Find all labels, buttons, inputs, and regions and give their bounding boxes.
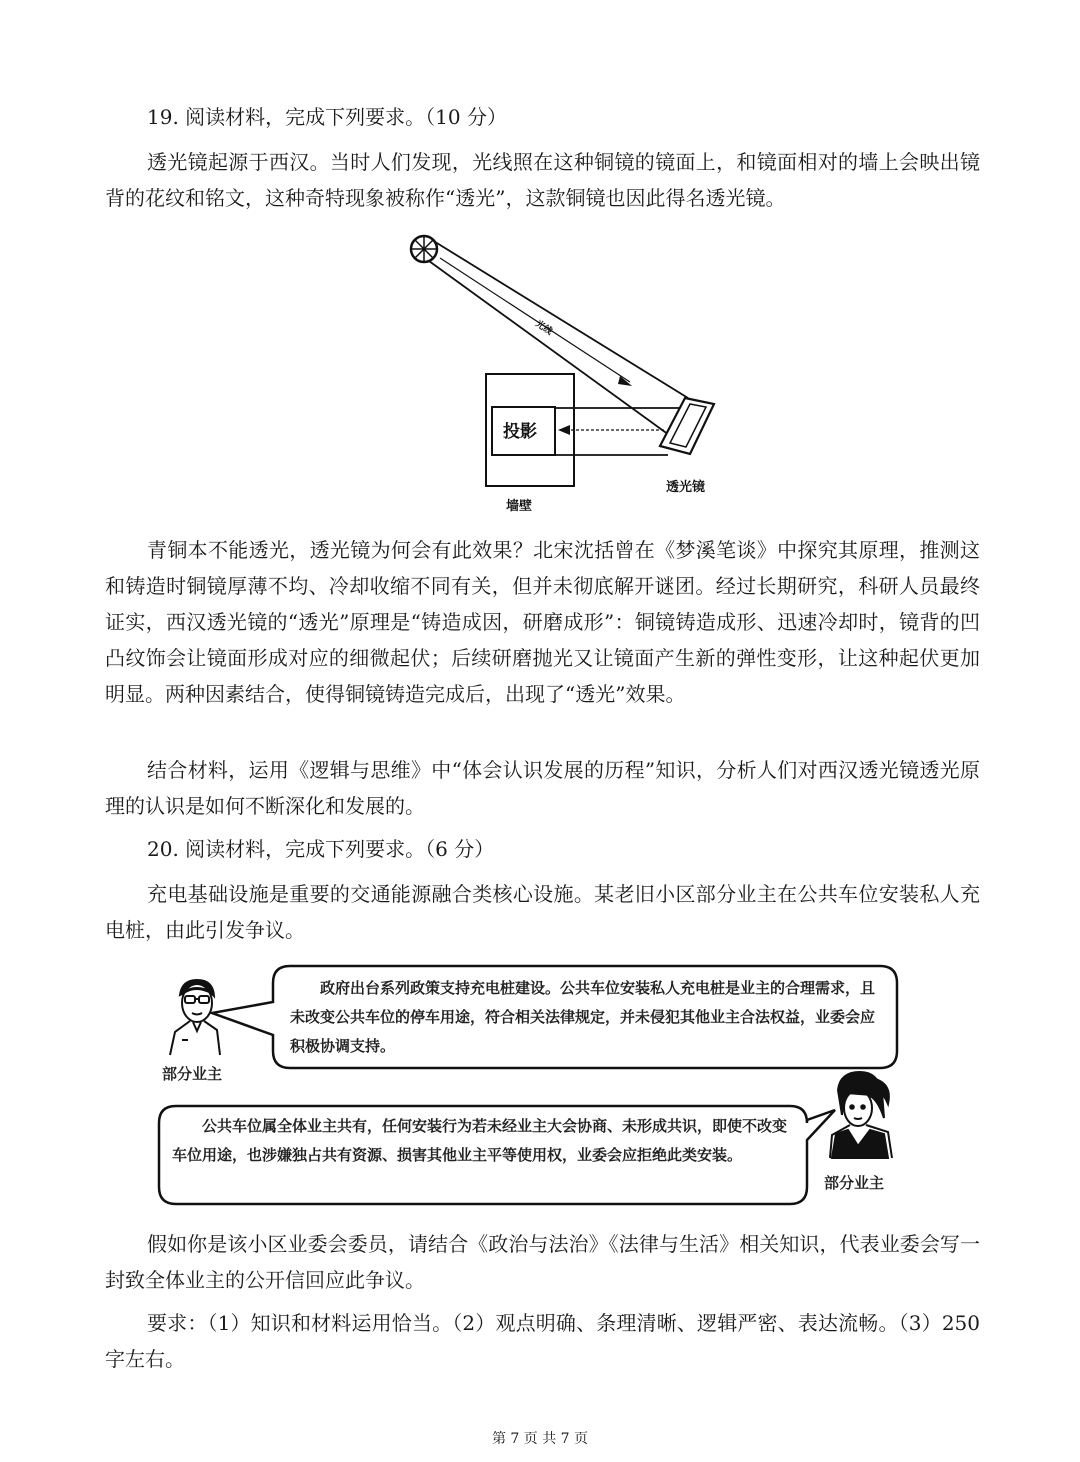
q19-paragraph-1: 透光镜起源于西汉。当时人们发现，光线照在这种铜镜的镜面上，和镜面相对的墙上会映出镜背的花纹和铭文，这种奇特现象被称作“透光”，这款铜镜也因此得名透光镜。: [105, 150, 980, 210]
mirror-icon: [660, 398, 714, 454]
beam-label: 光线: [533, 319, 554, 338]
mirror-label: 透光镜: [666, 480, 706, 495]
wall-label: 墙壁: [506, 499, 533, 514]
q19-paragraph-3: 结合材料，运用《逻辑与思维》中“体会认识发展的历程”知识，分析人们对西汉透光镜透光原理的认识是如何不断深化和发展的。: [105, 758, 980, 818]
q20-paragraph-2: 假如你是该小区业委会委员，请结合《政治与法治》《法律与生活》相关知识，代表业委会写一封致全体业主的公开信回应此争议。: [105, 1232, 980, 1292]
bubble-2-text: 公共车位属全体业主共有，任何安装行为若未经业主大会协商、未形成共识，即使不改变车位用途，也涉嫌独占共有资源、损害其他业主平等使用权，业委会应拒绝此类安装。: [172, 1117, 788, 1164]
bubble-1-text: 政府出台系列政策支持充电桩建设。公共车位安装私人充电桩是业主的合理需求，且未改变公共车位的停车用途，符合相关法律规定，并未侵犯其他业主合法权益，业委会应积极协调支持。: [290, 979, 876, 1055]
q20-requirements: 要求：（1）知识和材料运用恰当。（2）观点明确、条理清晰、逻辑严密、表达流畅。（3）250 字左右。: [105, 1311, 980, 1371]
man-avatar-icon: [170, 980, 220, 1055]
question-19-title: 19. 阅读材料，完成下列要求。（10 分）: [147, 105, 507, 129]
q20-paragraph-1: 充电基础设施是重要的交通能源融合类核心设施。某老旧小区部分业主在公共车位安装私人充电桩，由此引发争议。: [105, 882, 980, 942]
question-20-title: 20. 阅读材料，完成下列要求。（6 分）: [147, 837, 495, 861]
woman-avatar-icon: [830, 1072, 892, 1158]
page-footer: 第 7 页 共 7 页: [491, 1431, 589, 1447]
projection-label: 投影: [503, 422, 537, 442]
speaker-2-label: 部分业主: [824, 1174, 885, 1192]
q19-paragraph-2: 青铜本不能透光，透光镜为何会有此效果？北宋沈括曾在《梦溪笔谈》中探究其原理，推测这和铸造时铜镜厚薄不均、冷却收缩不同有关，但并未彻底解开谜团。经过长期研究，科研人员最终证实，西汉透光镜的“透光”原理是“铸造成因，研磨成形”：铜镜铸造成形、迅速冷却时，镜背的凹凸纹饰会让镜面形成对应的细微起伏；后续研磨抛光又让镜面产生新的弹性变形，让这种起伏更加明显。两种因素结合，使得铜镜铸造完成后，出现了“透光”效果。: [105, 538, 980, 706]
speaker-1-label: 部分业主: [162, 1065, 223, 1083]
